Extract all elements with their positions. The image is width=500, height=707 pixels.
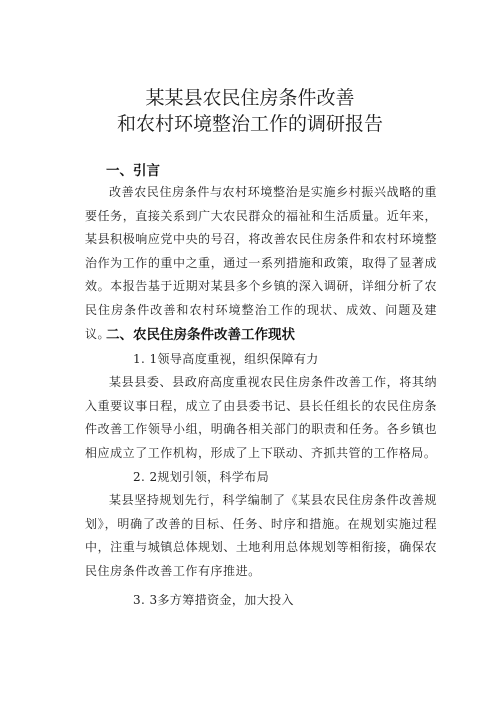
section-heading-housing-status: 二、农民住房条件改善工作现状 — [106, 327, 295, 343]
subsection-heading-funding: 3. 3多方筹措资金，加大投入 — [133, 593, 294, 607]
planning-paragraph: 某县坚持规划先行，科学编制了《某县农民住房条件改善规划》，明确了改善的目标、任务、时序和措施。在规划实施过程中，注重与城镇总体规划、土地利用总体规划等相衔接，确保农民住房条件改善工作有序推进。 — [85, 493, 437, 578]
leadership-paragraph: 某县县委、县政府高度重视农民住房条件改善工作，将其纳入重要议事日程，成立了由县委书记、县长任组长的农民住房条件改善工作领导小组，明确各相关部门的职责和任务。各乡镇也相应成立了工作机构，形成了上下联动、齐抓共管的工作格局。 — [85, 375, 437, 460]
section-heading-introduction: 一、引言 — [106, 163, 160, 179]
subsection-heading-planning: 2. 2规划引领，科学布局 — [133, 470, 270, 484]
report-title-line-2: 和农村环境整治工作的调研报告 — [116, 113, 383, 135]
introduction-paragraph: 改善农民住房条件与农村环境整治是实施乡村振兴战略的重要任务，直接关系到广大农民群众的福祉和生活质量。近年来，某县积极响应党中央的号召，将改善农民住房条件和农村环境整治作为工作的重中之重，通过一系列措施和政策，取得了显著成效。本报告基于近期对某县多个乡镇的深入调研，详细分析了农民住房条件改善和农村环境整治工作的现状、成效、问题及建议。 — [85, 185, 437, 341]
subsection-heading-leadership: 1. 1领导高度重视，组织保障有力 — [133, 352, 319, 366]
report-title-line-1: 某某县农民住房条件改善 — [145, 87, 355, 109]
